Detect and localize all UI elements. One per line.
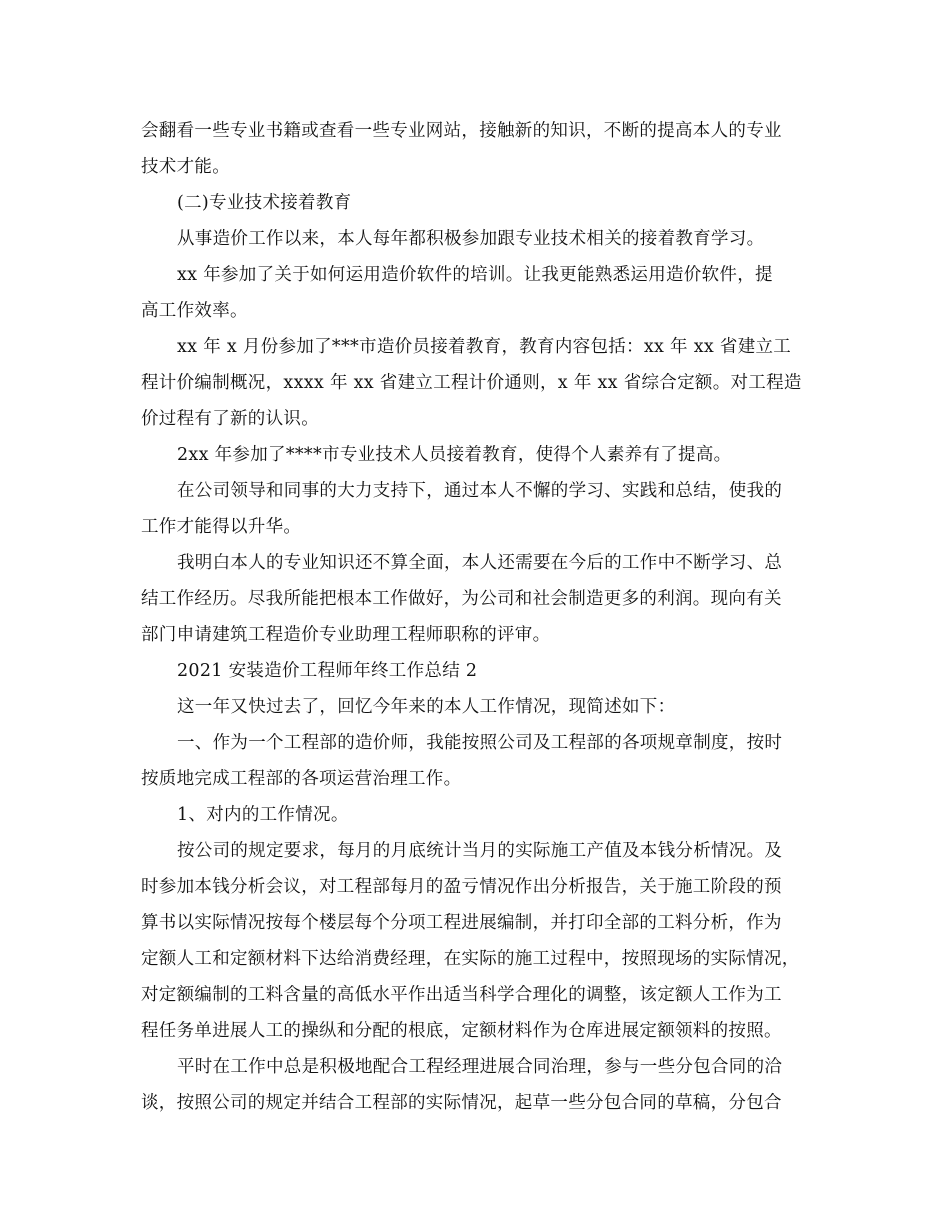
text-line: 在公司领导和同事的大力支持下，通过本人不懈的学习、实践和总结，使我的 — [177, 481, 783, 501]
section-heading: 1、对内的工作情况。 — [177, 805, 349, 825]
text-line: xx 年 x 月份参加了***市造价员接着教育，教育内容包括：xx 年 xx 省建立工 — [177, 337, 792, 357]
text-line: 算书以实际情况按每个楼层每个分项工程进展编制，并打印全部的工料分析，作为 — [141, 913, 782, 933]
text-line: 按公司的规定要求，每月的月底统计当月的实际施工产值及本钱分析情况。及 — [177, 841, 783, 861]
text-line: 价过程有了新的认识。 — [141, 409, 319, 429]
text-line: 谈，按照公司的规定并结合工程部的实际情况，起草一些分包合同的草稿，分包合 — [141, 1093, 782, 1113]
text-line: 部门申请建筑工程造价专业助理工程师职称的评审。 — [141, 625, 551, 645]
text-line: 技术才能。 — [141, 157, 230, 177]
section-heading: 2021 安装造价工程师年终工作总结 2 — [177, 661, 478, 681]
text-line: 从事造价工作以来，本人每年都积极参加跟专业技术相关的接着教育学习。 — [177, 229, 765, 249]
text-line: xx 年参加了关于如何运用造价软件的培训。让我更能熟悉运用造价软件，提 — [177, 265, 773, 285]
text-line: 程任务单进展人工的操纵和分配的根底，定额材料作为仓库进展定额领料的按照。 — [141, 1021, 782, 1041]
text-line: 工作才能得以升华。 — [141, 517, 302, 537]
text-line: 会翻看一些专业书籍或查看一些专业网站，接触新的知识，不断的提高本人的专业 — [141, 121, 782, 141]
text-line: 高工作效率。 — [141, 301, 248, 321]
text-line: 程计价编制概况，xxxx 年 xx 省建立工程计价通则，x 年 xx 省综合定额。对工程造 — [141, 373, 802, 393]
section-heading: (二)专业技术接着教育 — [177, 193, 352, 213]
text-line: 一、作为一个工程部的造价师，我能按照公司及工程部的各项规章制度，按时 — [177, 733, 783, 753]
text-line: 时参加本钱分析会议，对工程部每月的盈亏情况作出分析报告，关于施工阶段的预 — [141, 877, 782, 897]
text-line: 这一年又快过去了，回忆今年来的本人工作情况，现简述如下： — [177, 697, 676, 717]
text-line: 我明白本人的专业知识还不算全面，本人还需要在今后的工作中不断学习、总 — [177, 553, 783, 573]
text-line: 平时在工作中总是积极地配合工程经理进展合同治理，参与一些分包合同的洽 — [177, 1057, 783, 1077]
text-line: 对定额编制的工料含量的高低水平作出适当科学合理化的调整，该定额人工作为工 — [141, 985, 782, 1005]
text-line: 按质地完成工程部的各项运营治理工作。 — [141, 769, 462, 789]
text-line: 定额人工和定额材料下达给消费经理，在实际的施工过程中，按照现场的实际情况， — [141, 949, 800, 969]
text-line: 结工作经历。尽我所能把根本工作做好，为公司和社会制造更多的利润。现向有关 — [141, 589, 782, 609]
text-line: 2xx 年参加了****市专业技术人员接着教育，使得个人素养有了提高。 — [177, 445, 732, 465]
